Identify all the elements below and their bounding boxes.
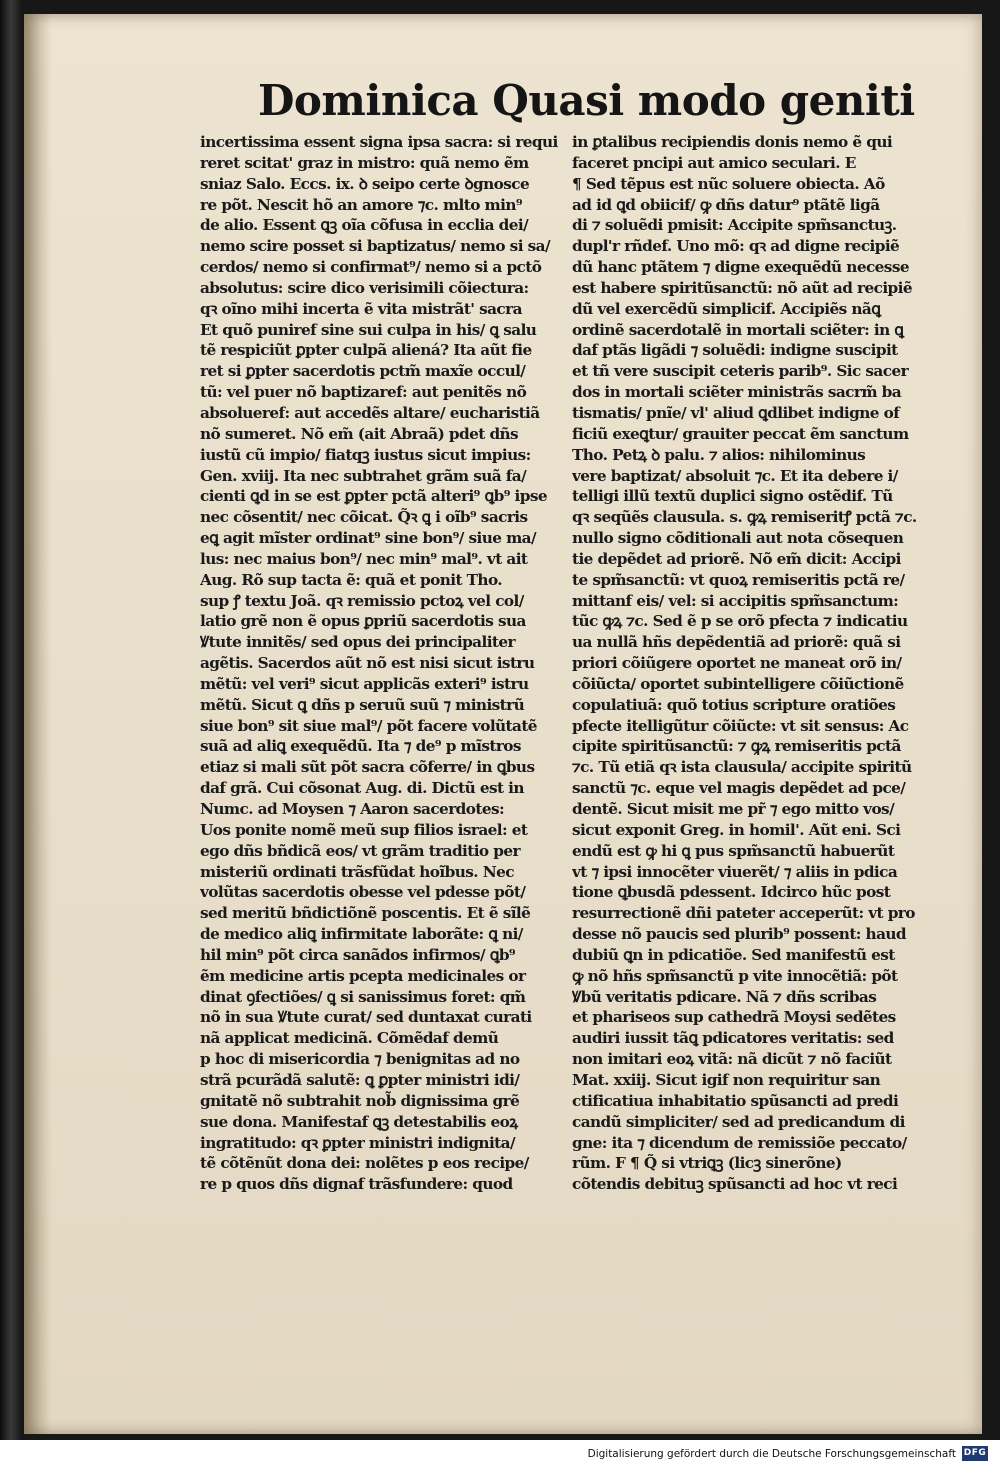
text-line: nã applicat medicinã. Cõmẽdaf demũ bbox=[200, 1029, 499, 1048]
text-line: ordinẽ sacerdotalẽ in mortali sciẽter: in ꝗ bbox=[572, 320, 904, 339]
text-line: cõiũcta/ oportet subintelligere cõiũctionẽ bbox=[572, 674, 904, 693]
text-column-left bbox=[200, 132, 576, 1202]
text-line: te spm̃sanctũ: vt quoꝝ remiseritis pctã re/ bbox=[572, 570, 905, 589]
text-line: cipite spiritũsanctũ: ⁊ ꝙꝝ remiseritis pctã bbox=[572, 737, 901, 756]
text-line: tũ: vel puer nõ baptizaref: aut penitẽs nõ bbox=[200, 383, 527, 402]
text-line: absolutus: scire dico verisimili cõiectura: bbox=[200, 278, 529, 297]
text-line: in ꝑtalibus recipiendis donis nemo ẽ qui bbox=[572, 133, 893, 151]
text-line: est habere spiritũsanctũ: nõ aũt ad recipiẽ bbox=[572, 278, 912, 297]
text-line: nemo scire posset si baptizatus/ nemo si sa/ bbox=[200, 237, 550, 256]
text-line: ingratitudo: qꝛ ꝑpter ministri indignita/ bbox=[200, 1133, 515, 1152]
text-line: resurrectionẽ dñi pateter acceperũt: vt pro bbox=[572, 904, 915, 923]
text-line: p hoc di misericordia ⁊ benignitas ad no bbox=[200, 1050, 520, 1069]
text-line: audiri iussit tãꝗ pdicatores veritatis: sed bbox=[572, 1029, 894, 1048]
text-line: tẽ respiciũt ꝑpter culpã aliená? Ita aũt fie bbox=[200, 341, 532, 360]
text-line: priori cõiũgere oportet ne maneat orõ in/ bbox=[572, 654, 902, 673]
text-line: daf ptãs ligãdi ⁊ soluẽdi: indigne suscipit bbox=[572, 341, 898, 360]
text-line: nõ sumeret. Nõ em̃ (ait Abraã) pdet dñs bbox=[200, 424, 519, 443]
text-line: hil min⁹ põt circa sanãdos infirmos/ ꝗb⁹ bbox=[200, 945, 516, 964]
text-line: vt ⁊ ipsi innocẽter viuerẽt/ ⁊ aliis in pdica bbox=[572, 862, 898, 881]
page-edge bbox=[0, 0, 22, 1440]
text-line: sniaz Salo. Eccs. ix. ꝺ seipo certe ꝺgnosce bbox=[200, 174, 530, 193]
text-line: dupl'r rñdef. Uno mõ: qꝛ ad digne recipiẽ bbox=[572, 237, 900, 256]
text-line: suã ad aliꝗ exequẽdũ. Ita ⁊ de⁹ p mĩstros bbox=[200, 737, 521, 756]
text-line: sed meritũ bñdictiõnẽ poscentis. Et ẽ sĩlẽ bbox=[200, 904, 531, 923]
text-line: misteriũ ordinati trãsfũdat hoĩbus. Nec bbox=[200, 862, 514, 881]
text-line: iustũ cũ impio/ fiatqꝫ iustus sicut impius: bbox=[200, 445, 531, 464]
text-line: daf grã. Cui cõsonat Aug. di. Dictũ est in bbox=[200, 779, 524, 798]
text-line: dũ vel exercẽdũ simplicif. Accipiẽs nãꝗ bbox=[572, 299, 881, 318]
text-line: desse nõ paucis sed plurib⁹ possent: haud bbox=[572, 925, 907, 944]
text-line: cõtendis debituꝫ spũsancti ad hoc vt reci bbox=[572, 1175, 898, 1194]
text-line: latio grẽ non ẽ opus ꝑpriũ sacerdotis sua bbox=[200, 612, 526, 631]
text-line: strã pcurãdã salutẽ: ꝗ ꝑpter ministri idi/ bbox=[200, 1070, 520, 1089]
text-line: nec cõsentit/ nec cõicat. Q̃ꝛ ꝗ i oĩb⁹ sacris bbox=[200, 508, 528, 527]
footer-credit: Digitalisierung gefördert durch die Deutsche Forschungsgemeinschaft bbox=[587, 1448, 956, 1460]
text-line: cienti ꝗd in se est ꝑpter pctã alteri⁹ ꝗb⁹ ipse bbox=[200, 487, 547, 506]
text-line: non imitari eoꝝ vitã: nã dicũt ⁊ nõ faciũt bbox=[572, 1050, 892, 1069]
text-line: Numc. ad Moysen ⁊ Aaron sacerdotes: bbox=[200, 800, 505, 818]
text-line: tie depẽdet ad priorẽ. Nõ em̃ dicit: Accipi bbox=[572, 549, 901, 568]
text-line: dinat ꝯfectiões/ ꝗ si sanissimus foret: qm̃ bbox=[200, 987, 526, 1006]
text-line: dos in mortali sciẽter ministrãs sacrm̃ ba bbox=[572, 383, 902, 402]
text-line: dentẽ. Sicut misit me pr̃ ⁊ ego mitto vos/ bbox=[572, 800, 895, 818]
text-line: ẽm medicine artis pcepta medicinales or bbox=[200, 966, 526, 985]
text-line: gne: ita ⁊ dicendum de remissiõe peccato/ bbox=[572, 1133, 907, 1152]
text-line: qꝛ oĩno mihi incerta ẽ vita mistrãt' sacra bbox=[200, 299, 522, 318]
text-line: pfecte itelligũtur cõiũcte: vt sit sensus: Ac bbox=[572, 716, 909, 735]
text-line: tismatis/ pnĩe/ vl' aliud ꝗdlibet indigne of bbox=[572, 403, 900, 422]
text-line: dũ hanc ptãtem ⁊ digne exequẽdũ necesse bbox=[572, 258, 909, 277]
text-line: dubiũ ꝗn in pdicatiõe. Sed manifestũ est bbox=[572, 945, 895, 964]
text-line: mẽtũ. Sicut ꝗ dñs p seruũ suũ ⁊ ministrũ bbox=[200, 695, 525, 714]
text-line: de medico aliꝗ infirmitate laborãte: ꝗ ni/ bbox=[200, 925, 523, 944]
text-line: ¶ Sed tẽpus est nũc soluere obiecta. Aõ bbox=[572, 174, 885, 193]
text-line: Tho. Petꝝ ꝺ palu. ⁊ alios: nihilominus bbox=[572, 445, 866, 464]
text-line: Et quõ puniref sine sui culpa in his/ ꝗ salu bbox=[200, 320, 537, 339]
text-line: sup ꝭ textu Joã. qꝛ remissio pctoꝝ vel col/ bbox=[200, 591, 524, 610]
text-line: Uos ponite nomẽ meũ sup filios israel: et bbox=[200, 820, 528, 839]
text-line: Ꝟtute innitẽs/ sed opus dei principaliter bbox=[200, 633, 515, 652]
text-line: sanctũ ⁊c. eque vel magis depẽdet ad pce/ bbox=[572, 779, 906, 798]
text-line: lus: nec maius bon⁹/ nec min⁹ mal⁹. vt ait bbox=[200, 549, 528, 568]
text-line: nullo signo cõditionali aut nota cõsequen bbox=[572, 529, 904, 548]
text-line: ⁊c. Tũ etiã qꝛ ista clausula/ accipite spiritũ bbox=[572, 758, 912, 777]
text-line: gnitatẽ nõ subtrahit nob̃ dignissima grẽ bbox=[200, 1091, 520, 1110]
text-line: Ꝟbũ veritatis pdicare. Nã ⁊ dñs scribas bbox=[572, 987, 877, 1006]
text-line: copulatiuã: quõ totius scripture oratiões bbox=[572, 695, 896, 714]
text-line: de alio. Essent ꝗꝫ oĩa cõfusa in ecclia dei/ bbox=[200, 216, 529, 235]
text-line: telligi illũ textũ duplici signo ostẽdif. Tũ bbox=[572, 487, 893, 506]
text-line: ret si ꝑpter sacerdotis pctm̃ maxĩe occul/ bbox=[200, 362, 526, 381]
text-line: ego dñs bñdicã eos/ vt grãm traditio per bbox=[200, 841, 520, 860]
text-line: etiaz si mali sũt põt sacra cõferre/ in ꝗbus bbox=[200, 758, 535, 777]
text-column-right bbox=[572, 132, 948, 1202]
text-line: ꝙ nõ hñs spm̃sanctũ p vite innocẽtiã: põt bbox=[572, 966, 898, 985]
text-line: di ⁊ soluẽdi pmisit: Accipite spm̃sanctuꝫ. bbox=[572, 216, 897, 235]
text-line: re p quos dñs dignaf trãsfundere: quod bbox=[200, 1175, 513, 1194]
text-line: cerdos/ nemo si confirmat⁹/ nemo si a pctõ bbox=[200, 258, 542, 277]
text-line: vere baptizat/ absoluit ⁊c. Et ita debere i/ bbox=[572, 466, 898, 485]
text-line: Mat. xxiij. Sicut igif non requiritur san bbox=[572, 1070, 881, 1089]
text-line: candũ simpliciter/ sed ad predicandum di bbox=[572, 1112, 905, 1131]
running-head-title: Dominica Quasi modo geniti bbox=[258, 76, 915, 125]
text-line: Gen. xviij. Ita nec subtrahet grãm suã fa/ bbox=[200, 466, 527, 485]
text-line: mittanf eis/ vel: si accipitis spm̃sanctum: bbox=[572, 591, 899, 610]
text-line: mẽtũ: vel veri⁹ sicut applicãs exteri⁹ istru bbox=[200, 674, 529, 693]
text-line: et phariseos sup cathedrã Moysi sedẽtes bbox=[572, 1008, 896, 1027]
text-line: ad id ꝗd obiicif/ ꝙ dñs datur⁹ ptãtẽ ligã bbox=[572, 195, 880, 214]
text-line: volũtas sacerdotis obesse vel pdesse põt/ bbox=[200, 883, 526, 902]
text-line: sicut exponit Greg. in homil'. Aũt eni. Sci bbox=[572, 820, 901, 839]
text-line: ficiũ exeꝗtur/ grauiter peccat ẽm sanctum bbox=[572, 424, 909, 443]
text-line: reret scitat' graz in mistro: quã nemo ẽm bbox=[200, 153, 529, 172]
text-line: tũc ꝙꝝ ⁊c. Sed ẽ p se orõ pfecta ⁊ indicatiu bbox=[572, 612, 908, 631]
text-line: et tñ vere suscipit ceteris parib⁹. Sic sacer bbox=[572, 362, 909, 381]
dfg-logo: DFG bbox=[962, 1446, 988, 1461]
text-line: eꝗ agit mĩster ordinat⁹ sine bon⁹/ siue ma/ bbox=[200, 529, 536, 548]
text-line: nõ in sua Ꝟtute curat/ sed duntaxat curati bbox=[200, 1008, 532, 1027]
text-line: ua nullã hñs depẽdentiã ad priorẽ: quã si bbox=[572, 633, 901, 652]
text-line: qꝛ seqũẽs clausula. s. ꝙꝝ remiseritꝭ pctã ⁊c. bbox=[572, 508, 917, 527]
text-line: Aug. Rõ sup tacta ẽ: quã et ponit Tho. bbox=[200, 570, 502, 589]
text-line: agẽtis. Sacerdos aũt nõ est nisi sicut istru bbox=[200, 654, 535, 673]
text-line: tione ꝗbusdã pdessent. Idcirco hũc post bbox=[572, 883, 891, 902]
text-line: endũ est ꝙ hi ꝗ pus spm̃sanctũ habuerũt bbox=[572, 841, 895, 860]
text-line: incertissima essent signa ipsa sacra: si requi bbox=[200, 133, 558, 151]
text-line: absolueref: aut accedẽs altare/ eucharistiã bbox=[200, 403, 540, 422]
text-line: faceret pncipi aut amico seculari. E bbox=[572, 153, 856, 172]
text-line: ctificatiua inhabitatio spũsancti ad predi bbox=[572, 1091, 899, 1110]
text-line: tẽ cõtẽnũt dona dei: nolẽtes p eos recipe/ bbox=[200, 1154, 529, 1173]
text-line: re põt. Nescit hõ an amore ⁊c. mlto min⁹ bbox=[200, 195, 522, 214]
text-line: rũm. F ¶ Q̃ si vtriꝗꝫ (licꝫ sinerõne) bbox=[572, 1154, 842, 1173]
text-line: siue bon⁹ sit siue mal⁹/ põt facere volũtatẽ bbox=[200, 716, 537, 735]
text-line: sue dona. Manifestaf ꝗꝫ detestabilis eoꝝ bbox=[200, 1112, 518, 1131]
